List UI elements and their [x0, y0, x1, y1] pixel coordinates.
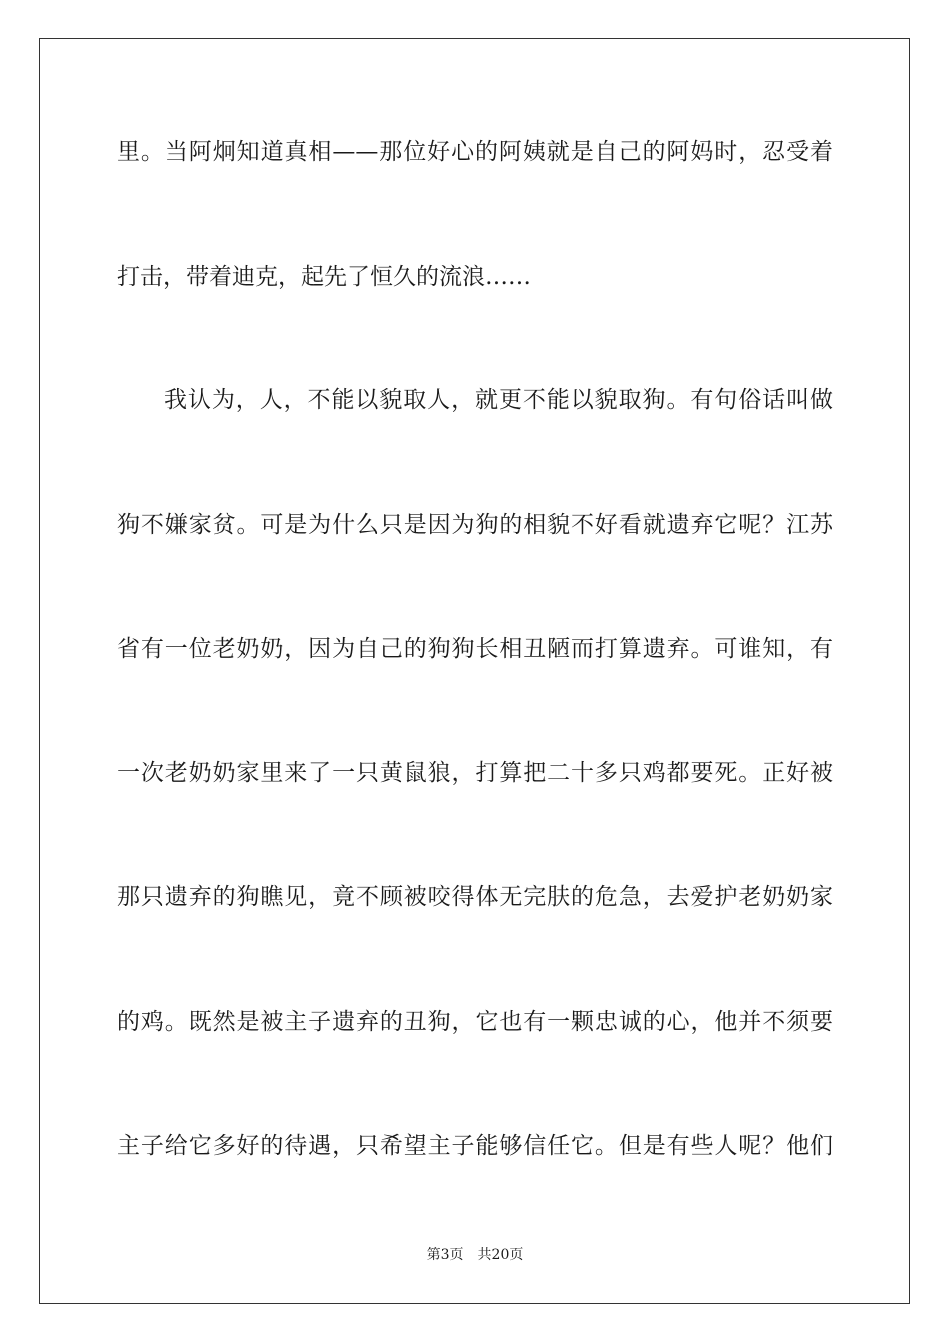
page-number: 第3页 — [426, 1247, 464, 1263]
page-border — [39, 38, 910, 1304]
page-total: 共20页 — [477, 1247, 524, 1263]
text-line-6: 一次老奶奶家里来了一只黄鼠狼，打算把二十多只鸡都要死。正好被 — [117, 760, 833, 786]
text-line-3: 我认为，人，不能以貌取人，就更不能以貌取狗。有句俗话叫做 — [164, 387, 833, 413]
text-line-5: 省有一位老奶奶，因为自己的狗狗长相丑陋而打算遗弃。可谁知，有 — [117, 636, 833, 662]
text-line-9: 主子给它多好的待遇，只希望主子能够信任它。但是有些人呢？他们 — [117, 1133, 833, 1159]
text-line-2: 打击，带着迪克，起先了恒久的流浪…… — [117, 264, 531, 290]
text-line-7: 那只遗弃的狗瞧见，竟不顾被咬得体无完肤的危急，去爱护老奶奶家 — [117, 884, 833, 910]
text-line-8: 的鸡。既然是被主子遗弃的丑狗，它也有一颗忠诚的心，他并不须要 — [117, 1009, 833, 1035]
text-line-4: 狗不嫌家贫。可是为什么只是因为狗的相貌不好看就遗弃它呢？江苏 — [117, 512, 833, 538]
page-footer — [0, 1246, 950, 1264]
text-line-1: 里。当阿炯知道真相——那位好心的阿姨就是自己的阿妈时，忍受着 — [117, 139, 833, 165]
